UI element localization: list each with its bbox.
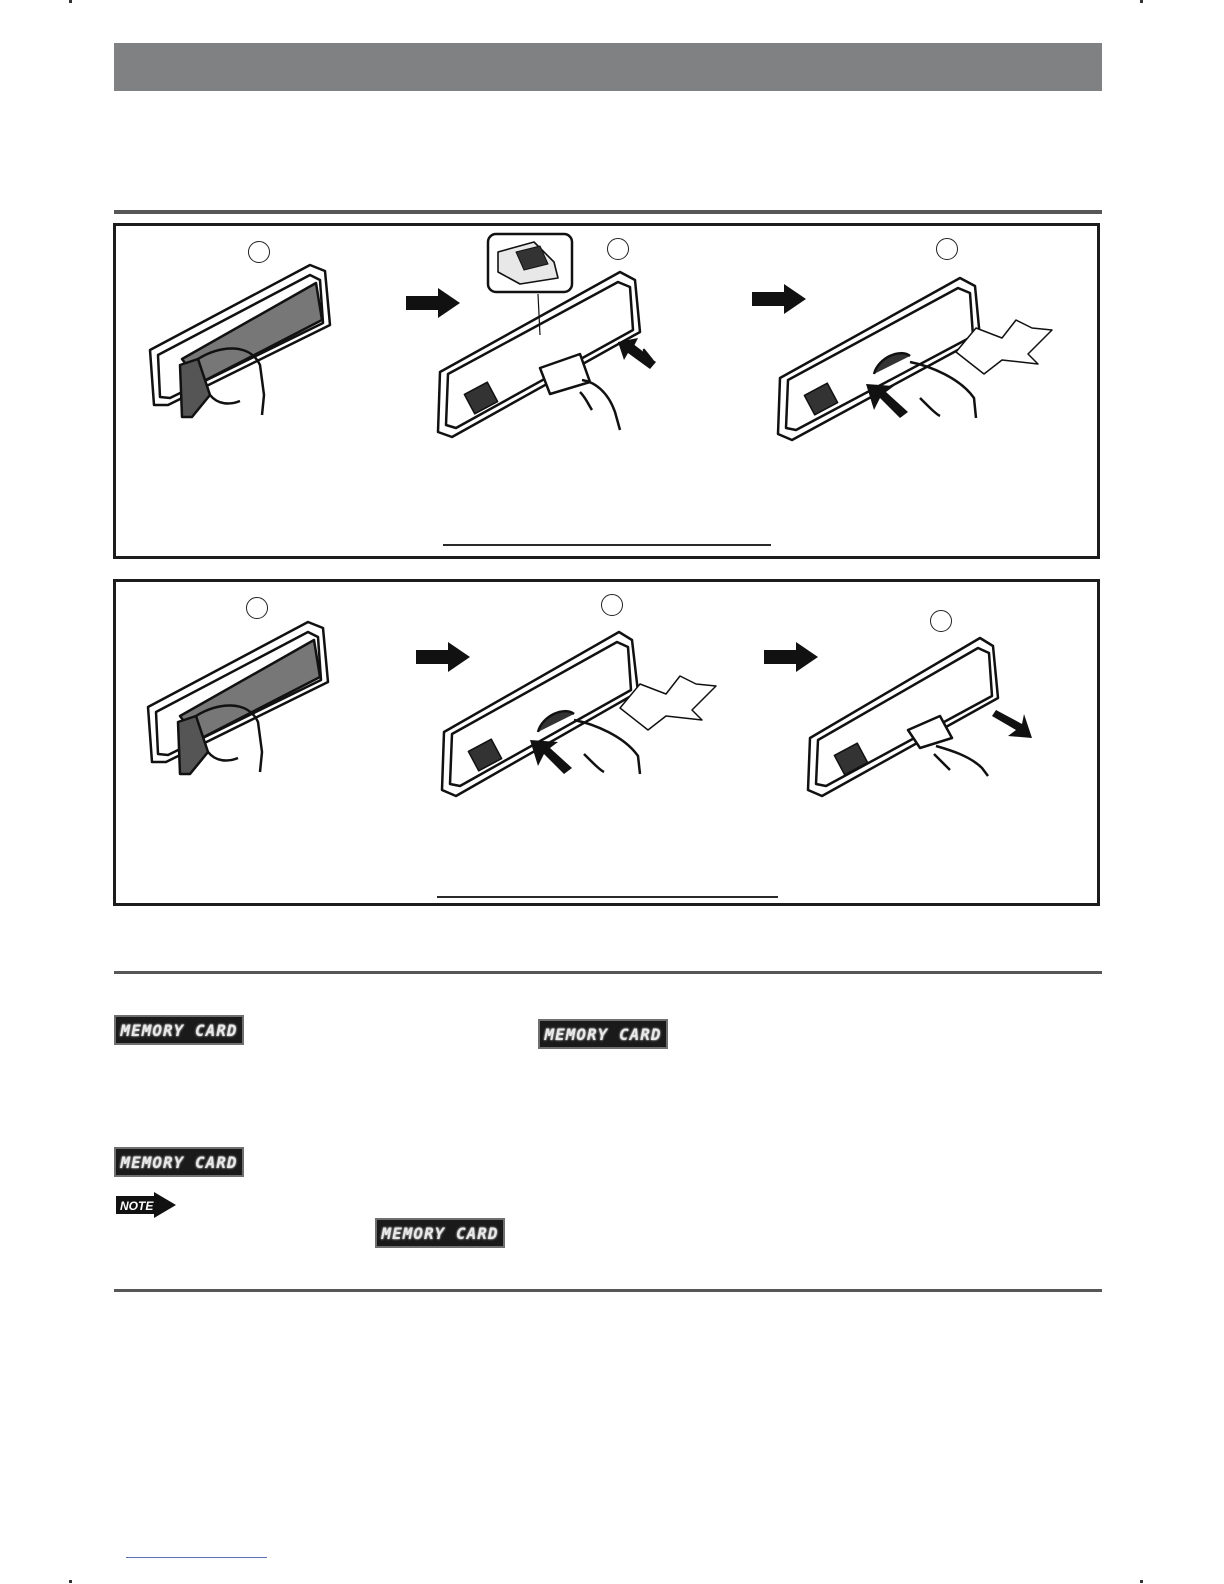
crop-mark — [69, 0, 72, 3]
remove-card-illustration — [800, 628, 1040, 803]
press-card-illustration — [434, 612, 724, 802]
push-card-illustration — [770, 258, 1060, 443]
crop-mark — [1140, 1580, 1143, 1583]
crop-mark — [1140, 0, 1143, 3]
memory-card-display-badge: MEMORY CARD — [114, 1147, 244, 1177]
hold-faceplate-illustration — [140, 255, 350, 425]
top-rule — [114, 210, 1102, 214]
memory-card-display-badge: MEMORY CARD — [114, 1015, 244, 1045]
section-rule — [114, 971, 1102, 974]
note-icon — [114, 1192, 176, 1218]
insert-card-illustration — [430, 232, 660, 447]
svg-text:NOTE: NOTE — [120, 1199, 154, 1213]
caption-underline — [443, 544, 771, 546]
footer-link-underline[interactable] — [126, 1557, 267, 1558]
hold-faceplate-illustration — [138, 612, 348, 782]
step-3-circle — [936, 238, 958, 260]
crop-mark — [69, 1580, 72, 1583]
memory-card-display-badge: MEMORY CARD — [538, 1019, 668, 1049]
section-rule — [114, 1289, 1102, 1292]
memory-card-display-badge: MEMORY CARD — [375, 1218, 505, 1248]
section-header-bar — [114, 43, 1102, 91]
caption-underline — [437, 896, 778, 898]
